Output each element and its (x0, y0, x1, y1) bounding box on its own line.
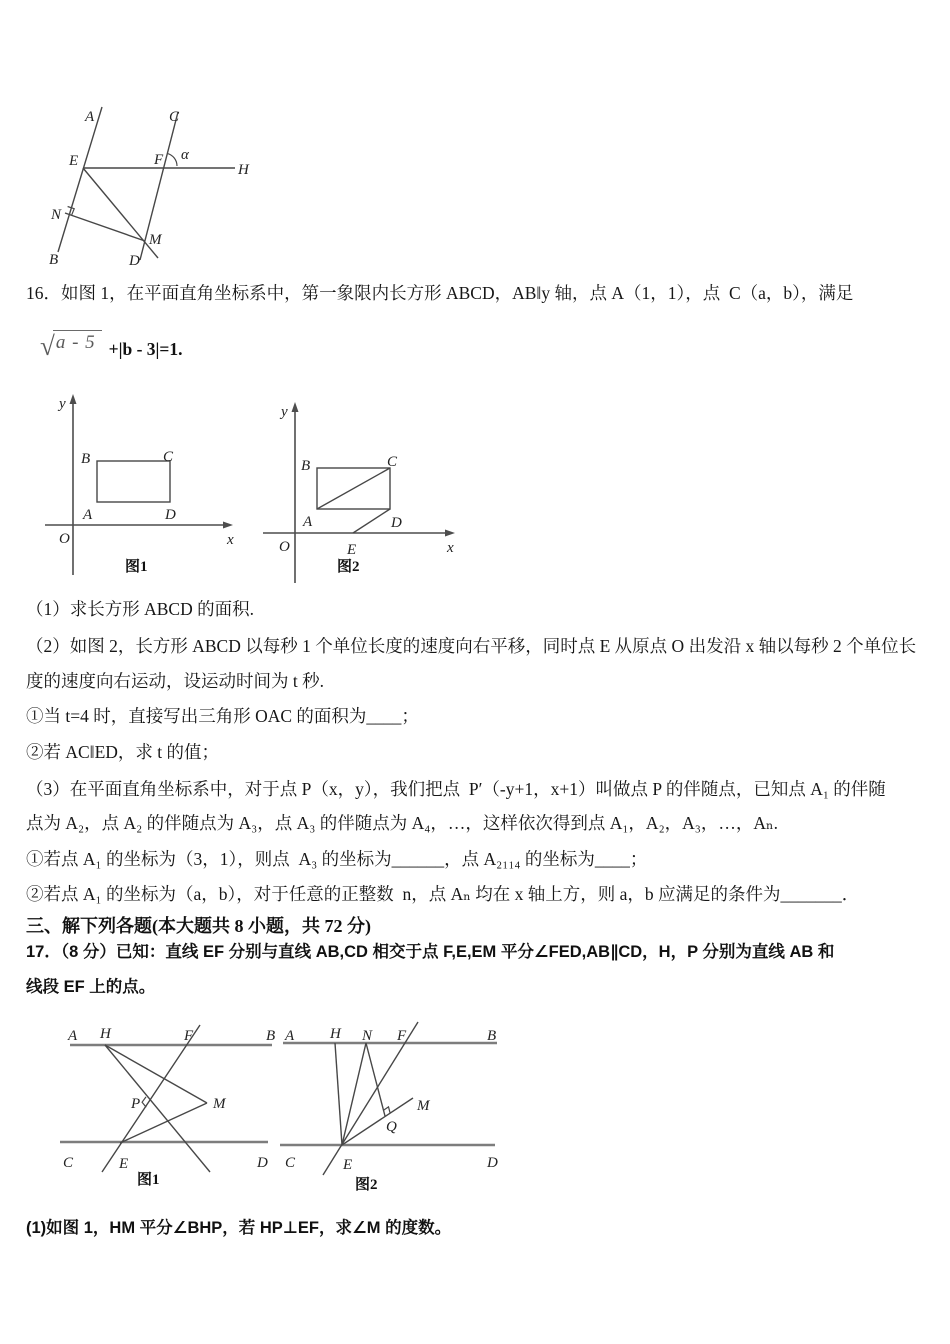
fig2-segment-ED (353, 509, 390, 533)
q17f1-label-E: E (119, 1156, 129, 1172)
q17f1-label-A: A (68, 1028, 78, 1044)
point-label-N: N (51, 207, 62, 223)
fig1-label-B: B (81, 451, 91, 467)
fig2-y-arrow (292, 402, 299, 412)
q17f2-label-A: A (285, 1028, 295, 1044)
point-label-E: E (69, 153, 79, 169)
q17f2-caption: 图2 (355, 1177, 378, 1193)
fig1-y-arrow (70, 394, 77, 404)
fig2-origin-label: O (279, 539, 290, 555)
angle-label-alpha: α (181, 147, 189, 163)
q17f1-label-F: F (184, 1028, 194, 1044)
point-label-M: M (149, 232, 162, 248)
fig1-x-arrow (223, 522, 233, 529)
q17-line2: 线段 EF 上的点。 (26, 978, 156, 996)
q16-part2-sub2: ②若 AC‖ED，求 t 的值； (26, 742, 220, 762)
q16-part3-line2: 点为 A₂，点 A₂ 的伴随点为 A₃，点 A₃ 的伴随点为 A₄，…，这样依次得到点 A₁，A₂，A₃，…，Aₙ. (26, 813, 778, 833)
q17f1-label-D: D (257, 1155, 268, 1171)
fig2-label-A: A (303, 514, 313, 530)
q16-part3-line1: （3）在平面直角坐标系中，对于点 P（x，y），我们把点 P′（-y+1，x+1）叫做点 P 的伴随点，已知点 A₁ 的伴随 (26, 779, 886, 799)
q17f2-label-N: N (362, 1028, 373, 1044)
q17f2-label-C: C (285, 1155, 296, 1171)
fig2-x-arrow (445, 530, 455, 537)
q17-part1: (1)如图 1，HM 平分∠BHP，若 HP⊥EF，求∠M 的度数。 (26, 1219, 452, 1237)
q17f2-label-E: E (343, 1157, 353, 1173)
fig1-axis-label-x: x (227, 532, 234, 548)
q16-part3-sub1: ①若点 A₁ 的坐标为（3，1），则点 A₃ 的坐标为______，点 A₂₁₁₄ 的坐标为____； (26, 849, 648, 869)
fig1-label-A: A (83, 507, 93, 523)
point-label-F: F (154, 152, 164, 168)
q17f2-label-H: H (330, 1026, 341, 1042)
q16-part2-line2: 度的速度向右运动，设运动时间为 t 秒. (26, 671, 324, 691)
q17f2-label-M: M (417, 1098, 430, 1114)
fig1-label-C: C (163, 449, 174, 465)
q17f2-label-Q: Q (386, 1119, 397, 1135)
q17f1-label-C: C (63, 1155, 74, 1171)
fig2-label-B: B (301, 458, 311, 474)
angle-alpha-arc (167, 153, 177, 166)
fig2-axis-label-y: y (281, 404, 288, 420)
point-label-D: D (129, 253, 140, 269)
q17f2-ray-EM (342, 1098, 413, 1145)
section3-heading: 三、解下列各题(本大题共 8 小题，共 72 分) (26, 916, 371, 936)
point-label-A: A (85, 109, 95, 125)
q16-intro: 16．如图 1，在平面直角坐标系中，第一象限内长方形 ABCD，AB‖y 轴，点 A（1，1），点 C（a，b），满足 (26, 283, 854, 303)
q16-part2-line1: （2）如图 2，长方形 ABCD 以每秒 1 个单位长度的速度向右平移，同时点 E 从原点 O 出发沿 x 轴以每秒 2 个单位长 (26, 636, 917, 656)
q17f1-label-B: B (266, 1028, 276, 1044)
formula-rest: +|b - 3|=1. (108, 339, 183, 359)
fig2-diagonal-AC (317, 468, 390, 509)
sqrt-expression (40, 330, 102, 361)
q17f1-label-P: P (131, 1096, 141, 1112)
fig1-rectangle-ABCD (97, 461, 170, 502)
q16-part1: （1）求长方形 ABCD 的面积. (26, 599, 254, 619)
q17f1-label-M: M (213, 1096, 226, 1112)
fig2-label-C: C (387, 454, 398, 470)
line-AB (58, 107, 102, 252)
q17f1-label-H: H (100, 1026, 111, 1042)
q17-line1: 17．（8 分）已知：直线 EF 分别与直线 AB,CD 相交于点 F,E,EM 平分∠FED,AB∥CD，H，P 分别为直线 AB 和 (26, 943, 835, 961)
fig2-label-E: E (347, 542, 357, 558)
fig1-origin-label: O (59, 531, 70, 547)
q17f2-label-F: F (397, 1028, 407, 1044)
q16-formula (40, 330, 183, 361)
radicand: a - 5 (53, 330, 102, 357)
point-label-B: B (49, 252, 59, 268)
fig1-label-D: D (165, 507, 176, 523)
radical-sign: √ (40, 331, 55, 361)
figure-q17-diagrams (45, 1020, 510, 1200)
q17f2-line-EH (335, 1043, 342, 1145)
fig2-axis-label-x: x (447, 540, 454, 556)
figure-parallel-lines-alpha (35, 85, 265, 285)
point-label-H: H (238, 162, 249, 178)
q17f1-right-angle-P (142, 1097, 146, 1107)
fig2-caption: 图2 (337, 559, 360, 575)
q16-part3-sub2: ②若点 A₁ 的坐标为（a，b），对于任意的正整数 n，点 Aₙ 均在 x 轴上方，则 a，b 应满足的条件为_______． (26, 884, 860, 904)
figure-coordinate-planes (35, 392, 475, 587)
q17f1-caption: 图1 (137, 1172, 160, 1188)
q17f2-label-D: D (487, 1155, 498, 1171)
fig2-label-D: D (391, 515, 402, 531)
point-label-C: C (169, 109, 180, 125)
q17f2-line-EF (323, 1022, 418, 1175)
q17f2-line-EN (342, 1043, 366, 1145)
q17f2-label-B: B (487, 1028, 497, 1044)
line-EM (83, 168, 158, 258)
fig1-caption: 图1 (125, 559, 148, 575)
fig1-axis-label-y: y (59, 396, 66, 412)
q16-part2-sub1: ①当 t=4 时，直接写出三角形 OAC 的面积为____； (26, 706, 419, 726)
q17f1-line-HM (105, 1045, 207, 1103)
q17f1-line-EF (102, 1025, 200, 1172)
